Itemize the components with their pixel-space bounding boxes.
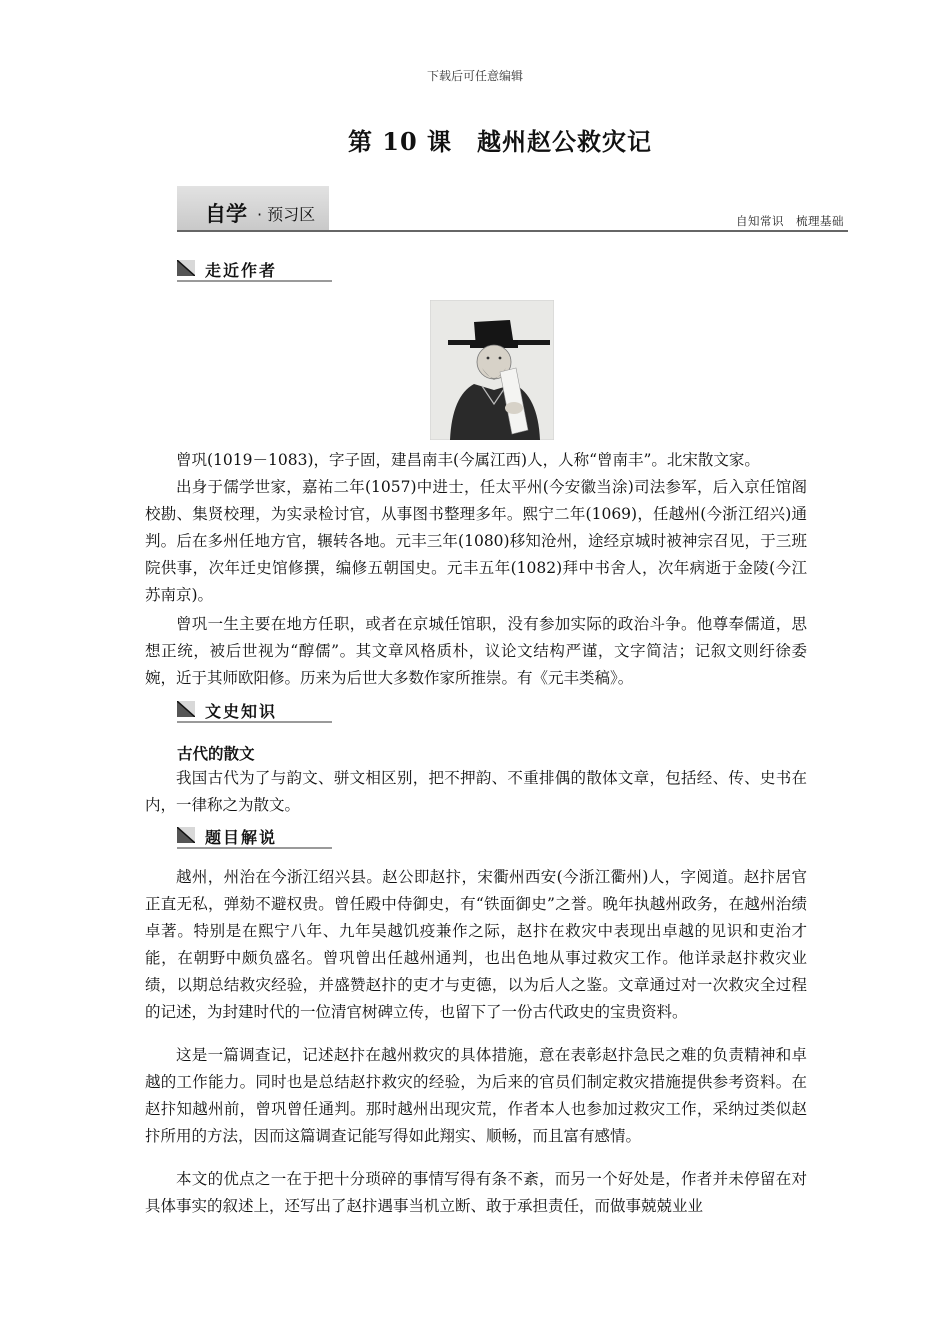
history-paragraph: 我国古代为了与韵文、骈文相区别，把不押韵、不重排偶的散体文章，包括经、传、史书在内，一律称之为散文。 (145, 769, 807, 814)
diagonal-marker-icon (177, 701, 195, 717)
author-paragraph: 曾巩(1019－1083)，字子固，建昌南丰(今属江西)人，人称“曾南丰”。北宋散文家。 (176, 451, 760, 469)
history-subtitle: 古代的散文 (177, 745, 255, 763)
section-label: 文史知识 (205, 702, 278, 721)
header-note: 下载后可任意编辑 (426, 69, 523, 83)
banner-rule (177, 230, 848, 232)
title-paragraph: 本文的优点之一在于把十分琐碎的事情写得有条不紊，而另一个好处是，作者并未停留在对具体事实的叙述上，还写出了赵抃遇事当机立断、敢于承担责任，而做事兢兢业业 (145, 1170, 807, 1215)
banner-tab (177, 186, 329, 230)
banner-sub-label: · 预习区 (257, 205, 316, 224)
diagonal-marker-icon (177, 260, 195, 276)
section-rule (177, 280, 332, 282)
section-rule (177, 847, 332, 849)
section-heading-title-explanation (177, 825, 332, 849)
section-heading-author (177, 258, 332, 282)
banner-main-label: 自学 (205, 202, 247, 226)
banner-right-text: 自知常识 梳理基础 (736, 214, 844, 228)
author-paragraph: 曾巩一生主要在地方任职，或者在京城任馆职，没有参加实际的政治斗争。他尊奉儒道，思想正统，被后世视为“醇儒”。其文章风格质朴，议论文结构严谨，文字简洁；记叙文则纡徐委婉，近于其师欧阳修。历来为后世大多数作家所推崇。有《元丰类稿》。 (145, 615, 807, 687)
self-study-banner (177, 186, 848, 232)
section-label: 题目解说 (205, 828, 278, 847)
author-portrait (430, 300, 554, 440)
diagonal-marker-icon (177, 827, 195, 843)
section-heading-history (177, 699, 332, 723)
section-label: 走近作者 (205, 261, 278, 280)
lesson-title: 第 10 课 越州赵公救灾记 (347, 127, 653, 156)
section-rule (177, 721, 332, 723)
title-paragraph: 越州，州治在今浙江绍兴县。赵公即赵抃，宋衢州西安(今浙江衢州)人，字阅道。赵抃居官正直无私，弹劾不避权贵。曾任殿中侍御史，有“铁面御史”之誉。晚年执越州政务，在越州治绩卓著。特别是在熙宁八年、九年吴越饥疫兼作之际，赵抃在救灾中表现出卓越的见识和吏治才能，在朝野中颇负盛名。曾巩曾出任越州通判，也出色地从事过救灾工作。他详录赵抃救灾业绩，以期总结救灾经验，并盛赞赵抃的吏才与吏德，以为后人之鉴。文章通过对一次救灾全过程的记述，为封建时代的一位清官树碑立传，也留下了一份古代政史的宝贵资料。 (145, 868, 807, 1021)
author-paragraph: 出身于儒学世家，嘉祐二年(1057)中进士，任太平州(今安徽当涂)司法参军，后入京任馆阁校勘、集贤校理，为实录检讨官，从事图书整理多年。熙宁二年(1069)，任越州(今浙江绍兴)通判。后在多州任地方官，辗转各地。元丰三年(1080)移知沧州，途经京城时被神宗召见，于三班院供事，次年迁史馆修撰，编修五朝国史。元丰五年(1082)拜中书舍人，次年病逝于金陵(今江苏南京)。 (145, 478, 807, 604)
title-paragraph: 这是一篇调查记，记述赵抃在越州救灾的具体措施，意在表彰赵抃急民之难的负责精神和卓越的工作能力。同时也是总结赵抃救灾的经验，为后来的官员们制定救灾措施提供参考资料。在赵抃知越州前，曾巩曾任通判。那时越州出现灾荒，作者本人也参加过救灾工作，采纳过类似赵抃所用的方法，因而这篇调查记能写得如此翔实、顺畅，而且富有感情。 (145, 1046, 807, 1145)
